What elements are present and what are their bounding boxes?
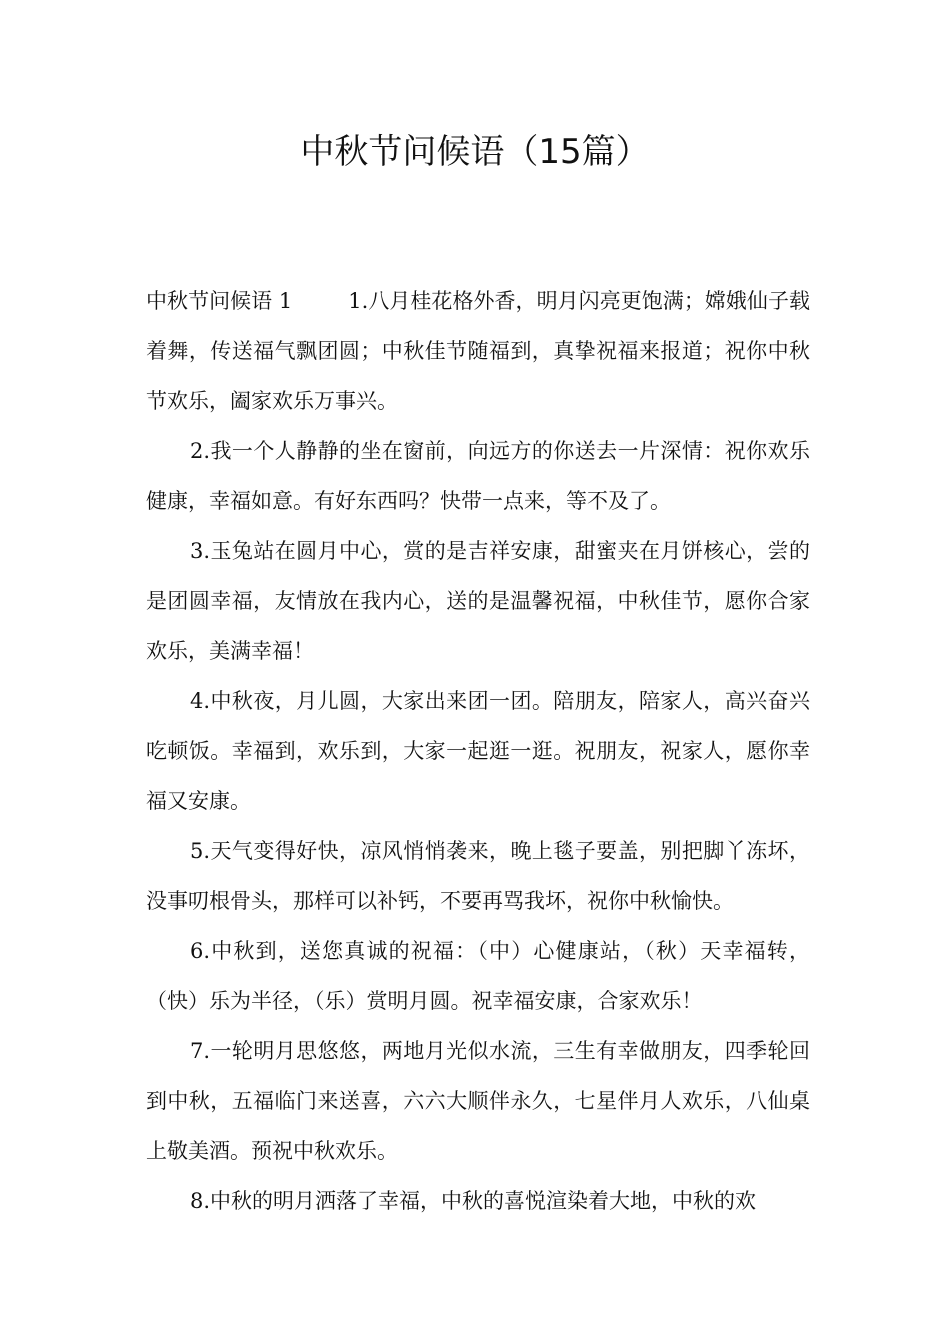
paragraph-text: 1.八月桂花格外香，明月闪亮更饱满；嫦娥仙子载着舞，传送福气飘团圆；中秋佳节随福到，真挚祝福来报道；祝你中秋节欢乐，阖家欢乐万事兴。	[146, 289, 810, 413]
paragraph-2: 2.我一个人静静的坐在窗前，向远方的你送去一片深情：祝你欢乐健康，幸福如意。有好东西吗？快带一点来，等不及了。	[146, 439, 810, 513]
document-body	[146, 276, 810, 1226]
section-heading: 中秋节问候语 1	[146, 289, 293, 313]
paragraph-3: 3.玉兔站在圆月中心，赏的是吉祥安康，甜蜜夹在月饼核心，尝的是团圆幸福，友情放在我内心，送的是温馨祝福，中秋佳节，愿你合家欢乐，美满幸福！	[146, 539, 810, 663]
paragraph-6: 6.中秋到，送您真诚的祝福：（中）心健康站，（秋）天幸福转，（快）乐为半径，（乐）赏明月圆。祝幸福安康，合家欢乐！	[146, 939, 810, 1013]
paragraph-5: 5.天气变得好快，凉风悄悄袭来，晚上毯子要盖，别把脚丫冻坏，没事叨根骨头，那样可以补钙，不要再骂我坏，祝你中秋愉快。	[146, 839, 810, 913]
paragraph-7: 7.一轮明月思悠悠，两地月光似水流，三生有幸做朋友，四季轮回到中秋，五福临门来送喜，六六大顺伴永久，七星伴月人欢乐，八仙桌上敬美酒。预祝中秋欢乐。	[146, 1039, 810, 1163]
document-title: 中秋节问候语（15篇）	[300, 132, 650, 172]
paragraph-8: 8.中秋的明月洒落了幸福，中秋的喜悦渲染着大地，中秋的欢	[190, 1189, 757, 1213]
paragraph-4: 4.中秋夜，月儿圆，大家出来团一团。陪朋友，陪家人，高兴奋兴吃顿饭。幸福到，欢乐到，大家一起逛一逛。祝朋友，祝家人，愿你幸福又安康。	[146, 689, 810, 813]
paragraph-1	[146, 276, 810, 426]
